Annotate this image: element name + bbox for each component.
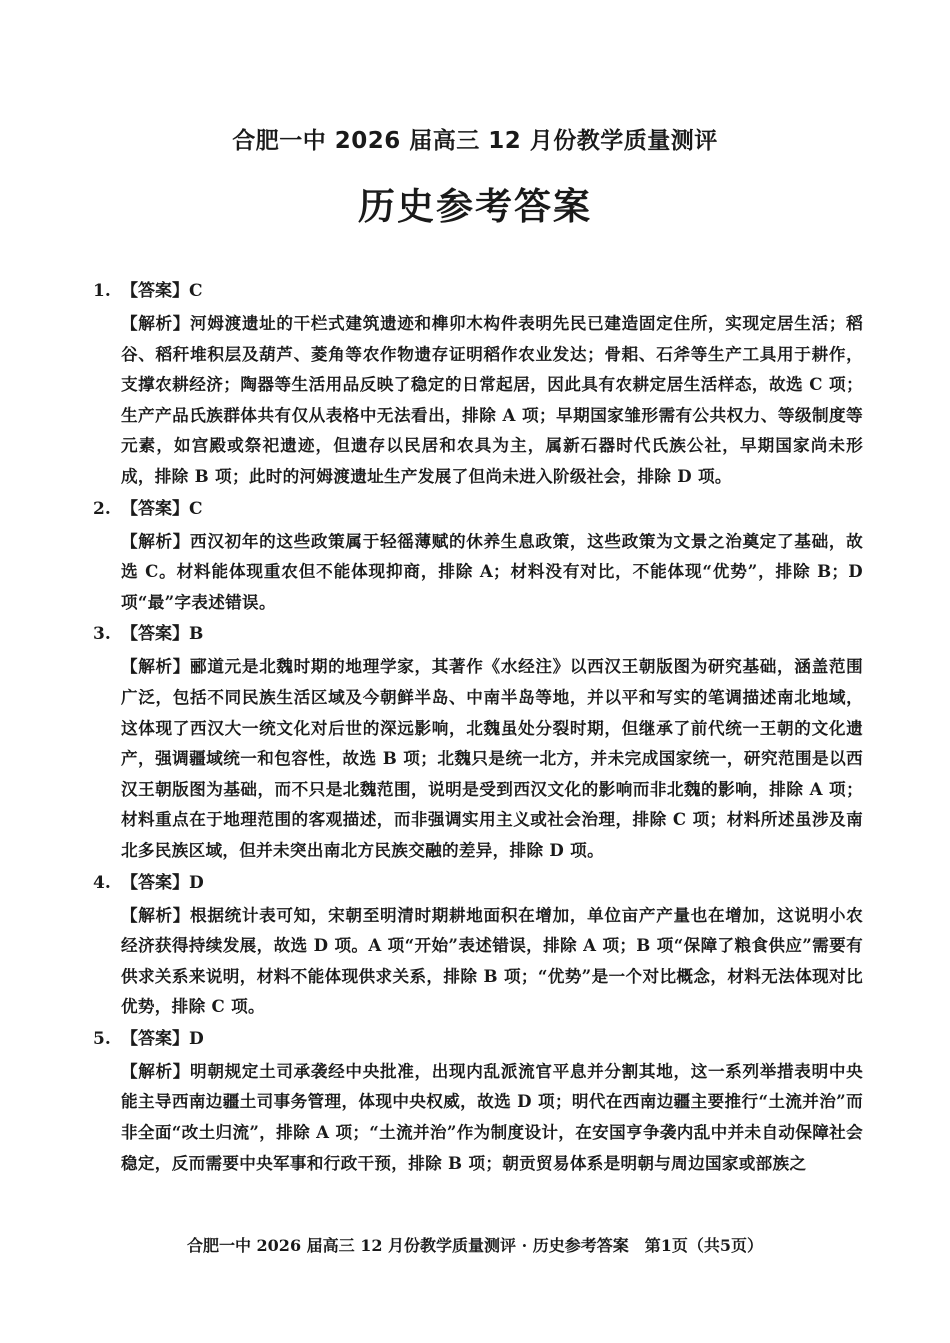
question-number: 4. (93, 872, 111, 893)
analysis-text: 【解析】明朝规定土司承袭经中央批准，出现内乱派流官平息并分割其地，这一系列举措表明中央能主导西南边疆土司事务管理，体现中央权威，故选 D 项；明代在西南边疆主要推行“土流并治”而非全面“改土归流”，排除 A 项；“土流并治”作为制度设计，在安国亨争袭内乱中并未自动保障社会稳定，反而需要中央军事和行政干预，排除 B 项；朝贡贸易体系是明朝与周边国家或部族之 (121, 1060, 863, 1173)
answer-item-3 (93, 617, 863, 865)
page-footer: 合肥一中 2026 届高三 12 月份教学质量测评 · 历史参考答案 第1页（共5页） (186, 1236, 764, 1255)
answer-label: 【答案】C (121, 498, 203, 519)
analysis-text: 【解析】郦道元是北魏时期的地理学家，其著作《水经注》以西汉王朝版图为研究基础，涵盖范围广泛，包括不同民族生活区域及今朝鲜半岛、中南半岛等地，并以平和写实的笔调描述南北地域，这体现了西汉大一统文化对后世的深远影响，北魏虽处分裂时期，但继承了前代统一王朝的文化遗产，强调疆域统一和包容性，故选 B 项；北魏只是统一北方，并未完成国家统一，研究范围是以西汉王朝版图为基础，而不只是北魏范围，说明是受到西汉文化的影响而非北魏的影响，排除 A 项；材料重点在于地理范围的客观描述，而非强调实用主义或社会治理，排除 C 项；材料所述虽涉及南北多民族区域，但并未突出南北方民族交融的差异，排除 D 项。 (121, 656, 863, 860)
answer-label: 【答案】D (121, 1028, 204, 1049)
answer-label: 【答案】C (121, 281, 203, 301)
answer-line (93, 492, 863, 526)
answer-list (93, 274, 863, 1178)
page-title: 历史参考答案 (358, 184, 592, 228)
analysis-text: 【解析】根据统计表可知，宋朝至明清时期耕地面积在增加，单位亩产产量也在增加，这说明小农经济获得持续发展，故选 D 项。A 项“开始”表述错误，排除 A 项；B 项“保障了粮食供应”需要有供求关系来说明，材料不能体现供求关系，排除 B 项；“优势”是一个对比概念，材料无法体现对比优势，排除 C 项。 (121, 904, 863, 1017)
question-number: 3. (93, 624, 111, 645)
answer-item-2 (93, 492, 863, 618)
question-number: 1. (93, 281, 111, 301)
exam-subtitle: 合肥一中 2026 届高三 12 月份教学质量测评 (232, 128, 718, 154)
answer-line (93, 274, 863, 308)
question-number: 5. (93, 1028, 111, 1049)
question-number: 2. (93, 498, 111, 519)
answer-label: 【答案】B (121, 624, 204, 645)
analysis-text: 【解析】河姆渡遗址的干栏式建筑遗迹和榫卯木构件表明先民已建造固定住所，实现定居生活；稻谷、稻秆堆积层及葫芦、菱角等农作物遗存证明稻作农业发达；骨耜、石斧等生产工具用于耕作，支撑农耕经济；陶器等生活用品反映了稳定的日常起居，因此具有农耕定居生活样态，故选 C 项；生产产品氏族群体共有仅从表格中无法看出，排除 A 项；早期国家雏形需有公共权力、等级制度等元素，如宫殿或祭祀遗迹，但遗存以民居和农具为主，属新石器时代氏族公社，早期国家尚未形成，排除 B 项；此时的河姆渡遗址生产发展了但尚未进入阶级社会，排除 D 项。 (121, 313, 863, 486)
answer-item-4 (93, 866, 863, 1022)
answer-item-1 (93, 274, 863, 492)
answer-line (93, 617, 863, 651)
answer-item-5 (93, 1022, 863, 1178)
analysis-text: 【解析】西汉初年的这些政策属于轻徭薄赋的休养生息政策，这些政策为文景之治奠定了基础，故选 C。材料能体现重农但不能体现抑商，排除 A；材料没有对比，不能体现“优势”，排除 B；D 项“最”字表述错误。 (121, 530, 863, 612)
answer-line (93, 866, 863, 900)
answer-label: 【答案】D (121, 872, 204, 893)
answer-line (93, 1022, 863, 1056)
